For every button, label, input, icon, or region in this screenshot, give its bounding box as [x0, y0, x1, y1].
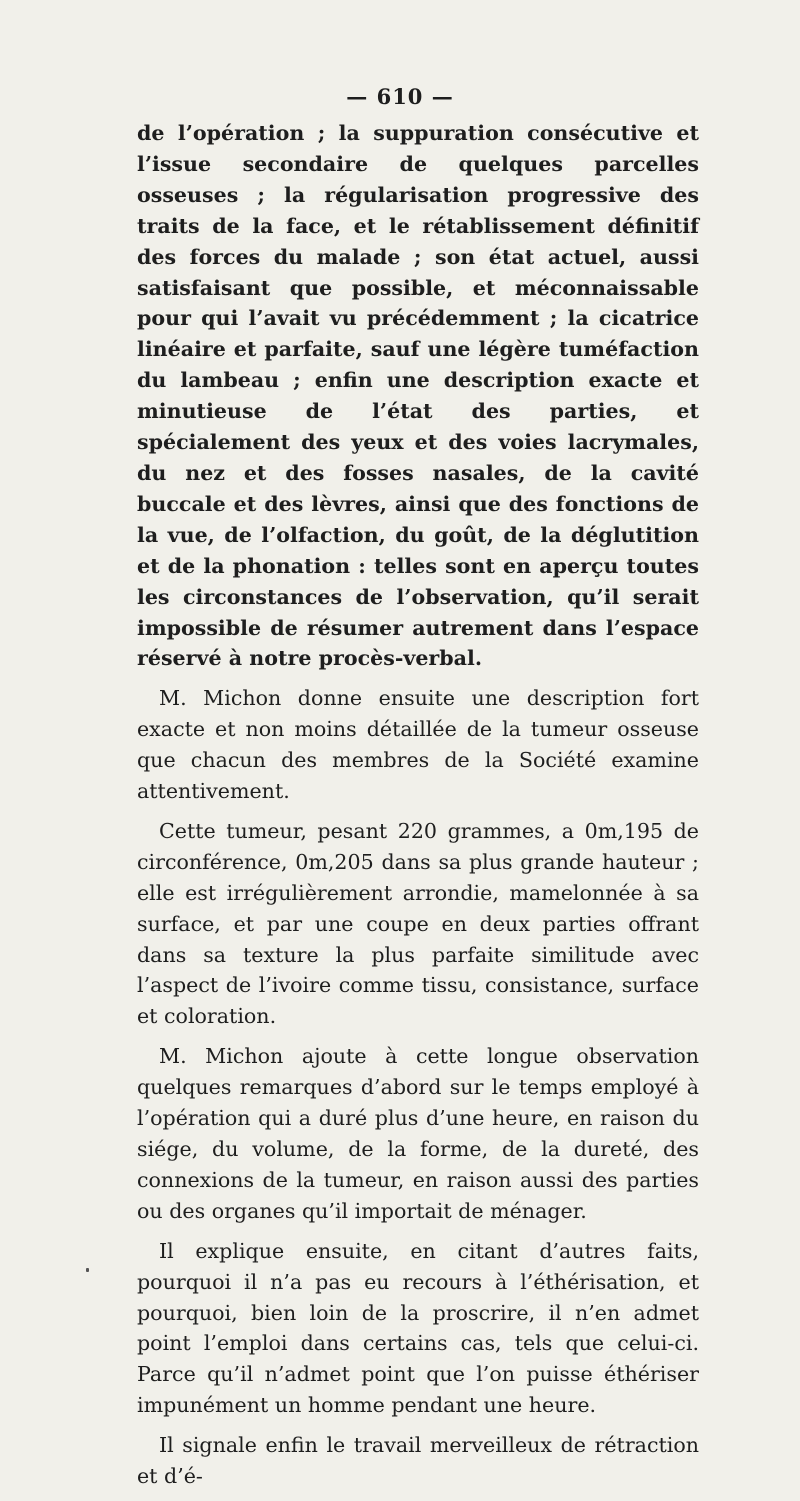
paragraph-2: M. Michon donne ensuite une description fort exacte et non moins détaillée de la tumeur osseuse que chacun des membres de la Société examine attentivement. — [137, 686, 699, 804]
body-text — [137, 118, 699, 1501]
ink-speck — [86, 1268, 89, 1272]
paragraph-4: M. Michon ajoute à cette longue observation quelques remarques d’abord sur le temps employé à l’opération qui a duré plus d’une heure, en raison du siége, du volume, de la forme, de la dureté, des connexions de la tumeur, en raison aussi des parties ou des organes qu’il importait de ménager. — [137, 1044, 699, 1223]
page-number: — 610 — — [346, 84, 454, 109]
paragraph-3: Cette tumeur, pesant 220 grammes, a 0m,195 de circonférence, 0m,205 dans sa plus grande hauteur ; elle est irrégulièrement arrondie, mamelonnée à sa surface, et par une coupe en deux parties offrant dans sa texture la plus parfaite similitude avec l’aspect de l’ivoire comme tissu, consistance, surface et coloration. — [137, 818, 699, 1029]
paragraph-1: de l’opération ; la suppuration consécutive et l’issue secondaire de quelques parcelles osseuses ; la régularisation progressive des traits de la face, et le rétablissement définitif des forces du malade ; son état actuel, aussi satisfaisant que possible, et méconnaissable pour qui l’avait vu précédemment ; la cicatrice linéaire et parfaite, sauf une légère tuméfaction du lambeau ; enfin une description exacte et minutieuse de l’état des parties, et spécialement des yeux et des voies lacrymales, du nez et des fosses nasales, de la cavité buccale et des lèvres, ainsi que des fonctions de la vue, de l’olfaction, du goût, de la déglutition et de la phonation : telles sont en aperçu toutes les circonstances de l’observation, qu’il serait impossible de résumer autrement dans l’espace réservé à notre procès-verbal. — [137, 121, 699, 671]
paragraph-6: Il signale enfin le travail merveilleux de rétraction et d’é- — [137, 1433, 699, 1489]
paragraph-5: Il explique ensuite, en citant d’autres faits, pourquoi il n’a pas eu recours à l’éthérisation, et pourquoi, bien loin de la proscrire, il n’en admet point l’emploi dans certains cas, tels que celui-ci. Parce qu’il n’admet point que l’on puisse éthériser impunément un homme pendant une heure. — [137, 1238, 699, 1418]
